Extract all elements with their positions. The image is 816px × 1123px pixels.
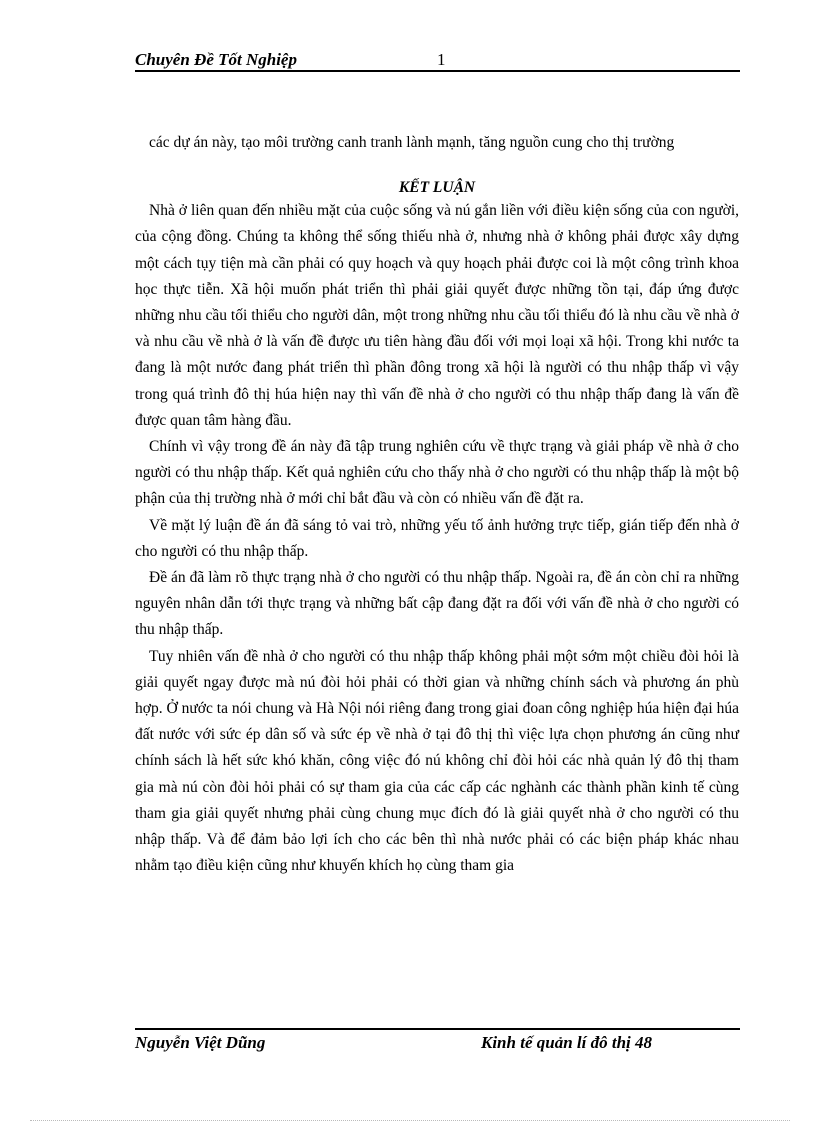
intro-paragraph: các dự án này, tạo môi trường canh tranh lành mạnh, tăng nguồn cung cho thị trường xyxy=(149,134,675,151)
page-bottom-divider xyxy=(30,1120,790,1121)
page-number: 1 xyxy=(437,50,446,69)
paragraph-1: Nhà ở liên quan đến nhiều mặt của cuộc sống và nú gắn liền với điều kiện sống của con người, của cộng đồng. Chúng ta không thể sống thiếu nhà ở, nhưng nhà ở không phải được xây dựng một cách tụy tiện mà cần phải có quy hoạch và quy hoạch phải được coi là một công trình khoa học thực tiễn. Xã hội muốn phát triển thì phải giải quyết được những tồn tại, đáp ứng được những nhu cầu tối thiểu cho người dân, một trong những nhu cầu tối thiểu đó là nhu cầu về nhà ở và nhu cầu về nhà ở là vấn đề được ưu tiên hàng đầu đối với mọi loại xã hội. Trong khi nước ta đang là một nước đang phát triển thì phần đông trong xã hội là người có thu nhập thấp vì vậy trong quá trình đô thị húa hiện nay thì vấn đề nhà ở cho người có thu nhập thấp đang là vấn đề được quan tâm hàng đầu. xyxy=(135,202,739,429)
page-header xyxy=(135,48,740,72)
paragraph-2: Chính vì vậy trong đề án này đã tập trung nghiên cứu về thực trạng và giải pháp về nhà ở cho người có thu nhập thấp. Kết quả nghiên cứu cho thấy nhà ở cho người có thu nhập thấp là một bộ phận của thị trường nhà ở mới chỉ bắt đầu và còn có nhiều vấn đề đặt ra. xyxy=(135,438,739,508)
paragraph-3: Về mặt lý luận đề án đã sáng tỏ vai trò, những yếu tố ảnh hưởng trực tiếp, gián tiếp đến nhà ở cho người có thu nhập thấp. xyxy=(135,516,739,560)
footer-author: Nguyễn Việt Dũng xyxy=(135,1033,266,1052)
page-footer xyxy=(135,1028,740,1052)
footer-department: Kinh tế quản lí đô thị 48 xyxy=(481,1033,652,1052)
document-body xyxy=(135,130,739,879)
paragraph-4: Đề án đã làm rõ thực trạng nhà ở cho người có thu nhập thấp. Ngoài ra, đề án còn chỉ ra những nguyên nhân dẫn tới thực trạng và những bất cập đang đặt ra đối với vấn đề nhà ở cho người có thu nhập thấp. xyxy=(135,569,739,639)
paragraph-5: Tuy nhiên vấn đề nhà ở cho người có thu nhập thấp không phải một sớm một chiều đòi hỏi là giải quyết ngay được mà nú đòi hỏi phải có thời gian và những chính sách và phương án phù hợp. Ở nước ta nói chung và Hà Nội nói riêng đang trong giai đoan công nghiệp húa hiện đại húa đất nước với sức ép dân số và sức ép về nhà ở tại đô thị thì việc lựa chọn phương án cũng như chính sách là hết sức khó khăn, công việc đó nú không chỉ đòi hỏi các nhà quản lý đô thị tham gia mà nú còn đòi hỏi phải có sự tham gia của các cấp các nghành các thành phần kinh tế cùng tham gia giải quyết nhưng phải cùng chung mục đích đó là giải quyết nhà ở cho người có thu nhập thấp. Và để đảm bảo lợi ích cho các bên thì nhà nước phải có các biện pháp khác nhau nhằm tạo điều kiện cũng như khuyến khích họ cùng tham gia xyxy=(135,647,739,875)
document-title: Chuyên Đề Tốt Nghiệp xyxy=(135,50,297,69)
section-heading: KẾT LUẬN xyxy=(398,179,476,197)
